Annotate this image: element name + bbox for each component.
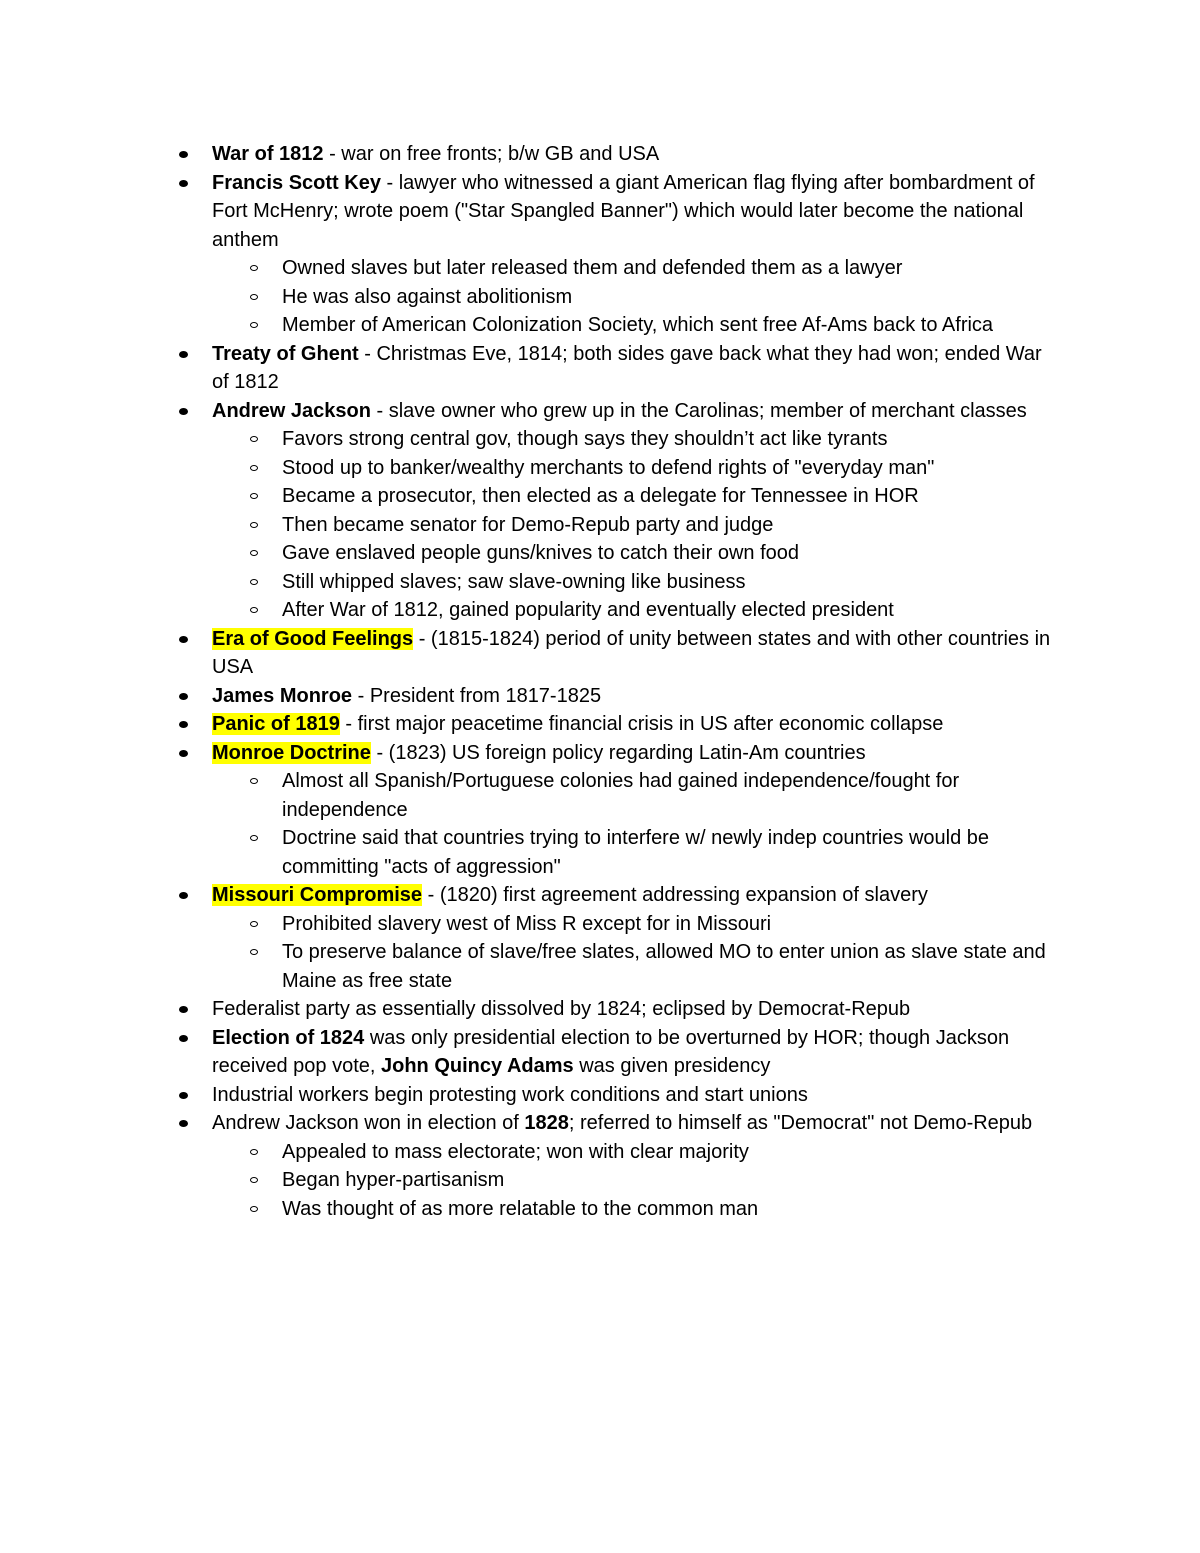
hollow-bullet-icon: [250, 1149, 258, 1155]
sub-item-text: Favors strong central gov, though says they shouldn’t act like tyrants: [282, 428, 888, 450]
sub-item-text: Still whipped slaves; saw slave-owning like business: [282, 570, 746, 593]
sub-list: [212, 254, 1057, 340]
list-item: [212, 397, 1057, 625]
list-item: [212, 140, 1057, 169]
sub-list-item: [282, 283, 1057, 312]
sub-list-item: [282, 454, 1057, 483]
notes-list: [0, 140, 1057, 1223]
item-text: - President from 1817-1825: [352, 684, 602, 707]
hollow-bullet-icon: [250, 493, 258, 499]
term: War of 1812: [212, 143, 324, 165]
sub-list-item: [282, 539, 1057, 568]
filled-bullet-icon: [179, 351, 188, 358]
hollow-bullet-icon: [250, 465, 258, 471]
sub-list-item: [282, 1166, 1057, 1195]
sub-item-text: He was also against abolitionism: [282, 285, 573, 308]
sub-list-item: [282, 311, 1057, 340]
term: 1828: [524, 1112, 569, 1134]
hollow-bullet-icon: [250, 322, 258, 328]
list-item: [212, 682, 1057, 711]
sub-item-text: Appealed to mass electorate; won with clear majority: [282, 1140, 749, 1163]
list-item: [212, 1024, 1057, 1081]
sub-list-item: [282, 938, 1057, 995]
term: Andrew Jackson: [212, 399, 371, 422]
sub-item-text: Became a prosecutor, then elected as a delegate for Tennessee in HOR: [282, 485, 919, 507]
list-item: [212, 881, 1057, 995]
item-text: - slave owner who grew up in the Carolinas; member of merchant classes: [370, 399, 1027, 422]
item-text: - Christmas Eve, 1814; both sides gave back what they had won; ended War of 1812: [212, 342, 1042, 393]
hollow-bullet-icon: [250, 265, 258, 271]
hollow-bullet-icon: [250, 607, 258, 613]
filled-bullet-icon: [179, 1006, 188, 1013]
filled-bullet-icon: [179, 180, 188, 187]
sub-list: [212, 1138, 1057, 1224]
item-text: - (1823) US foreign policy regarding Latin-Am countries: [370, 741, 866, 764]
filled-bullet-icon: [179, 636, 188, 643]
filled-bullet-icon: [179, 151, 188, 158]
sub-list-item: [282, 767, 1057, 824]
sub-item-text: Began hyper-partisanism: [282, 1169, 505, 1191]
filled-bullet-icon: [179, 1092, 188, 1099]
sub-list-item: [282, 511, 1057, 540]
list-item: [212, 995, 1057, 1024]
sub-item-text: After War of 1812, gained popularity and eventually elected president: [282, 599, 894, 621]
list-item: [212, 625, 1057, 682]
item-text: was given presidency: [573, 1055, 771, 1077]
hollow-bullet-icon: [250, 1177, 258, 1183]
filled-bullet-icon: [179, 1120, 188, 1127]
list-item: [212, 1081, 1057, 1110]
term: Missouri Compromise: [212, 884, 423, 906]
hollow-bullet-icon: [250, 778, 258, 784]
filled-bullet-icon: [179, 693, 188, 700]
hollow-bullet-icon: [250, 550, 258, 556]
item-text: ; referred to himself as "Democrat" not Demo-Repub: [568, 1112, 1033, 1134]
item-text: - (1820) first agreement addressing expansion of slavery: [422, 884, 928, 906]
notes-page: [0, 140, 1200, 1223]
item-text: Federalist party as essentially dissolved by 1824; eclipsed by Democrat-Repub: [212, 998, 911, 1020]
sub-list-item: [282, 568, 1057, 597]
sub-list-item: [282, 910, 1057, 939]
hollow-bullet-icon: [250, 1206, 258, 1212]
filled-bullet-icon: [179, 721, 188, 728]
term: Panic of 1819: [212, 713, 340, 735]
term: Election of 1824: [212, 1026, 365, 1049]
sub-list-item: [282, 1195, 1057, 1224]
term: Monroe Doctrine: [212, 741, 371, 764]
hollow-bullet-icon: [250, 436, 258, 442]
term: Era of Good Feelings: [212, 627, 414, 650]
sub-item-text: Almost all Spanish/Portuguese colonies had gained independence/fought for independence: [282, 770, 960, 821]
list-item: [212, 1109, 1057, 1223]
hollow-bullet-icon: [250, 579, 258, 585]
term: John Quincy Adams: [381, 1055, 574, 1077]
sub-list: [212, 767, 1057, 881]
sub-item-text: Was thought of as more relatable to the common man: [282, 1197, 759, 1220]
list-item: [212, 739, 1057, 882]
sub-list-item: [282, 1138, 1057, 1167]
item-text: Andrew Jackson won in election of: [212, 1112, 525, 1134]
hollow-bullet-icon: [250, 835, 258, 841]
term: Treaty of Ghent: [212, 342, 359, 365]
sub-item-text: Then became senator for Demo-Repub party and judge: [282, 513, 774, 536]
sub-list-item: [282, 482, 1057, 511]
term: Francis Scott Key: [212, 171, 381, 194]
sub-list-item: [282, 254, 1057, 283]
hollow-bullet-icon: [250, 522, 258, 528]
item-text: - war on free fronts; b/w GB and USA: [323, 143, 660, 165]
sub-item-text: Owned slaves but later released them and defended them as a lawyer: [282, 257, 903, 279]
sub-list-item: [282, 824, 1057, 881]
list-item: [212, 340, 1057, 397]
sub-item-text: Prohibited slavery west of Miss R except for in Missouri: [282, 912, 772, 935]
list-item: [212, 710, 1057, 739]
filled-bullet-icon: [179, 750, 188, 757]
sub-item-text: Member of American Colonization Society, which sent free Af-Ams back to Africa: [282, 314, 994, 336]
sub-list-item: [282, 596, 1057, 625]
sub-item-text: To preserve balance of slave/free slates, allowed MO to enter union as slave state and Maine as free state: [282, 941, 1046, 992]
sub-item-text: Stood up to banker/wealthy merchants to defend rights of "everyday man": [282, 456, 935, 479]
filled-bullet-icon: [179, 408, 188, 415]
list-item: [212, 169, 1057, 340]
item-text: - lawyer who witnessed a giant American flag flying after bombardment of Fort McHenry; wrote poem ("Star Spangled Banner") which would later become the national anthem: [212, 171, 1035, 251]
item-text: was only presidential election to be overturned by HOR; though Jackson received pop vote,: [212, 1026, 1010, 1077]
sub-list-item: [282, 425, 1057, 454]
hollow-bullet-icon: [250, 921, 258, 927]
item-text: Industrial workers begin protesting work conditions and start unions: [212, 1083, 808, 1106]
term: James Monroe: [212, 684, 353, 707]
filled-bullet-icon: [179, 892, 188, 899]
hollow-bullet-icon: [250, 294, 258, 300]
sub-list: [212, 910, 1057, 996]
sub-item-text: Doctrine said that countries trying to interfere w/ newly indep countries would be committing "acts of aggression": [282, 827, 990, 878]
sub-list: [212, 425, 1057, 625]
filled-bullet-icon: [179, 1035, 188, 1042]
item-text: - first major peacetime financial crisis in US after economic collapse: [339, 713, 944, 735]
hollow-bullet-icon: [250, 949, 258, 955]
sub-item-text: Gave enslaved people guns/knives to catch their own food: [282, 542, 799, 564]
item-text: - (1815-1824) period of unity between states and with other countries in USA: [212, 627, 1051, 678]
